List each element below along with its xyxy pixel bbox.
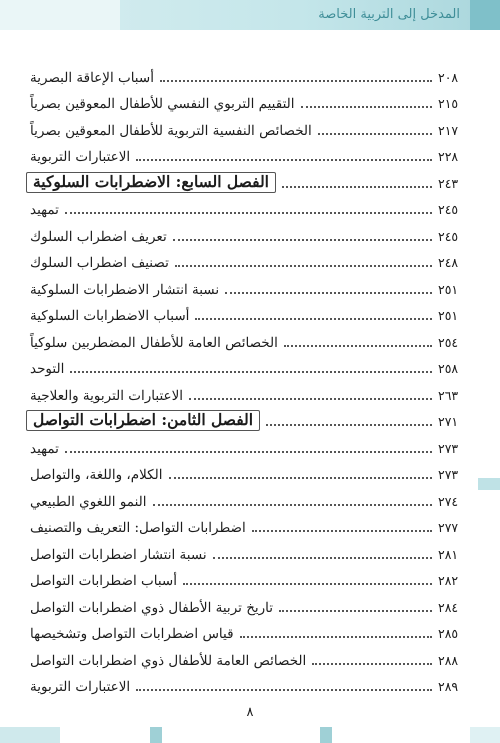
toc-entry-title: تعريف اضطراب السلوك <box>30 228 167 245</box>
toc-entry <box>26 484 466 511</box>
toc-entry-page: ٢٧٧ <box>438 520 459 535</box>
toc-entry-title: نسبة انتشار اضطرابات التواصل <box>30 546 207 563</box>
toc-entry-title: الخصائص العامة للأطفال ذوي اضطرابات التواصل <box>30 652 307 669</box>
dot-leader <box>70 371 432 373</box>
toc-entry <box>26 458 466 485</box>
toc-entry-page: ٢٤٥ <box>438 202 459 217</box>
toc-entry-page: ٢١٧ <box>438 122 459 138</box>
toc-entry <box>26 564 466 591</box>
dot-leader <box>282 186 432 188</box>
page-number: ٨ <box>246 705 254 720</box>
dot-leader <box>173 239 432 241</box>
toc-entry-page: ٢٨١ <box>438 546 459 562</box>
toc-entry <box>26 352 466 379</box>
toc-entry-title: الفصل الثامن: اضطرابات التواصل <box>26 410 260 431</box>
toc-entry-title: الاعتبارات التربوية والعلاجية <box>30 387 184 404</box>
toc-entry-title: تصنيف اضطراب السلوك <box>30 255 169 271</box>
toc-entry-page: ٢٨٤ <box>438 599 459 615</box>
dot-leader <box>279 610 432 612</box>
footer-band-left <box>0 727 60 743</box>
toc-entry-title: الكلام، واللغة، والتواصل <box>30 467 163 483</box>
dot-leader <box>153 504 432 506</box>
dot-leader <box>169 477 432 479</box>
toc-entry-page: ٢٢٨ <box>438 149 459 164</box>
dot-leader <box>252 530 432 532</box>
toc-entry-page: ٢٥٨ <box>438 361 459 376</box>
toc-entry <box>26 113 466 140</box>
toc-entry <box>26 140 466 167</box>
toc-entry <box>26 219 466 246</box>
toc-entry <box>26 87 466 114</box>
toc-entry <box>26 272 466 299</box>
toc-entry-title: أسباب الاضطرابات السلوكية <box>30 308 190 324</box>
dot-leader <box>175 265 432 267</box>
dot-leader <box>284 345 432 347</box>
dot-leader <box>136 159 432 161</box>
toc-entry-title: أسباب الإعاقة البصرية <box>30 69 154 86</box>
dot-leader <box>318 133 432 135</box>
toc-entry-page: ٢٨٢ <box>438 573 459 588</box>
toc-entry-title: تمهيد <box>30 440 59 457</box>
toc-entry-page: ٢٥١ <box>438 281 459 297</box>
dot-leader <box>160 80 432 82</box>
toc-entry-title: الفصل السابع: الاضطرابات السلوكية <box>26 172 276 193</box>
toc-entry-page: ٢٤٨ <box>438 255 459 270</box>
toc-entry-page: ٢٤٣ <box>438 175 459 191</box>
toc-entry-page: ٢٨٥ <box>438 626 459 641</box>
toc-entry-title: الخصائص النفسية التربوية للأطفال المعوقين بصرياً <box>30 122 312 139</box>
dot-leader <box>301 106 432 108</box>
toc-entry-title: النمو اللغوي الطبيعي <box>30 493 147 510</box>
toc-entry-title: الاعتبارات التربوية <box>30 679 131 695</box>
toc-entry-title: قياس اضطرابات التواصل وتشخيصها <box>30 626 234 642</box>
toc-entry <box>26 511 466 538</box>
table-of-contents <box>26 60 466 696</box>
toc-entry-title: الخصائص العامة للأطفال المضطربين سلوكياً <box>30 334 278 351</box>
toc-entry-title: الاعتبارات التربوية <box>30 149 131 165</box>
toc-entry <box>26 378 466 405</box>
toc-entry-page: ٢٧٣ <box>438 467 459 482</box>
toc-entry-page: ٢٤٥ <box>438 228 459 244</box>
dot-leader <box>195 318 432 320</box>
toc-entry <box>26 537 466 564</box>
toc-entry <box>26 643 466 670</box>
toc-entry-page: ٢٧١ <box>438 414 459 429</box>
header-band-right <box>470 0 500 30</box>
toc-entry-title: تاريخ تربية الأطفال ذوي اضطرابات التواصل <box>30 599 274 616</box>
toc-entry <box>26 590 466 617</box>
toc-entry <box>26 325 466 352</box>
side-tab-marker <box>478 478 500 490</box>
toc-entry-page: ٢٥٤ <box>438 334 459 350</box>
toc-entry <box>26 299 466 326</box>
footer-band-right <box>470 727 500 743</box>
dot-leader <box>312 663 432 665</box>
toc-entry <box>26 431 466 458</box>
toc-entry-title: تمهيد <box>30 202 59 218</box>
toc-chapter-heading <box>26 166 466 193</box>
toc-entry-title: التوحد <box>30 361 65 377</box>
toc-entry <box>26 617 466 644</box>
dot-leader <box>213 557 432 559</box>
dot-leader <box>225 292 432 294</box>
toc-entry <box>26 246 466 273</box>
toc-entry-page: ٢١٥ <box>438 96 459 111</box>
dot-leader <box>65 451 432 453</box>
toc-entry-page: ٢٠٨ <box>438 69 459 85</box>
toc-entry-title: التقييم التربوي النفسي للأطفال المعوقين بصرياً <box>30 96 295 112</box>
dot-leader <box>136 689 432 691</box>
header-band-left <box>0 0 120 30</box>
dot-leader <box>183 583 432 585</box>
toc-entry-title: نسبة انتشار الاضطرابات السلوكية <box>30 281 220 298</box>
dot-leader <box>240 636 432 638</box>
toc-entry-page: ٢٨٩ <box>438 679 459 694</box>
toc-entry-title: اضطرابات التواصل: التعريف والتصنيف <box>30 520 246 536</box>
footer-band-mark <box>150 727 162 743</box>
toc-entry <box>26 193 466 220</box>
dot-leader <box>65 212 432 214</box>
running-header-title: المدخل إلى التربية الخاصة <box>318 7 460 22</box>
toc-entry-page: ٢٥١ <box>438 308 459 323</box>
toc-entry-title: أسباب اضطرابات التواصل <box>30 573 177 589</box>
dot-leader <box>266 424 432 426</box>
toc-entry-page: ٢٧٣ <box>438 440 459 456</box>
toc-entry-page: ٢٦٣ <box>438 387 459 403</box>
toc-entry-page: ٢٧٤ <box>438 493 459 509</box>
toc-entry <box>26 670 466 697</box>
toc-entry-page: ٢٨٨ <box>438 652 459 668</box>
toc-entry <box>26 60 466 87</box>
footer-band-mark <box>320 727 332 743</box>
toc-chapter-heading <box>26 405 466 432</box>
dot-leader <box>189 398 432 400</box>
